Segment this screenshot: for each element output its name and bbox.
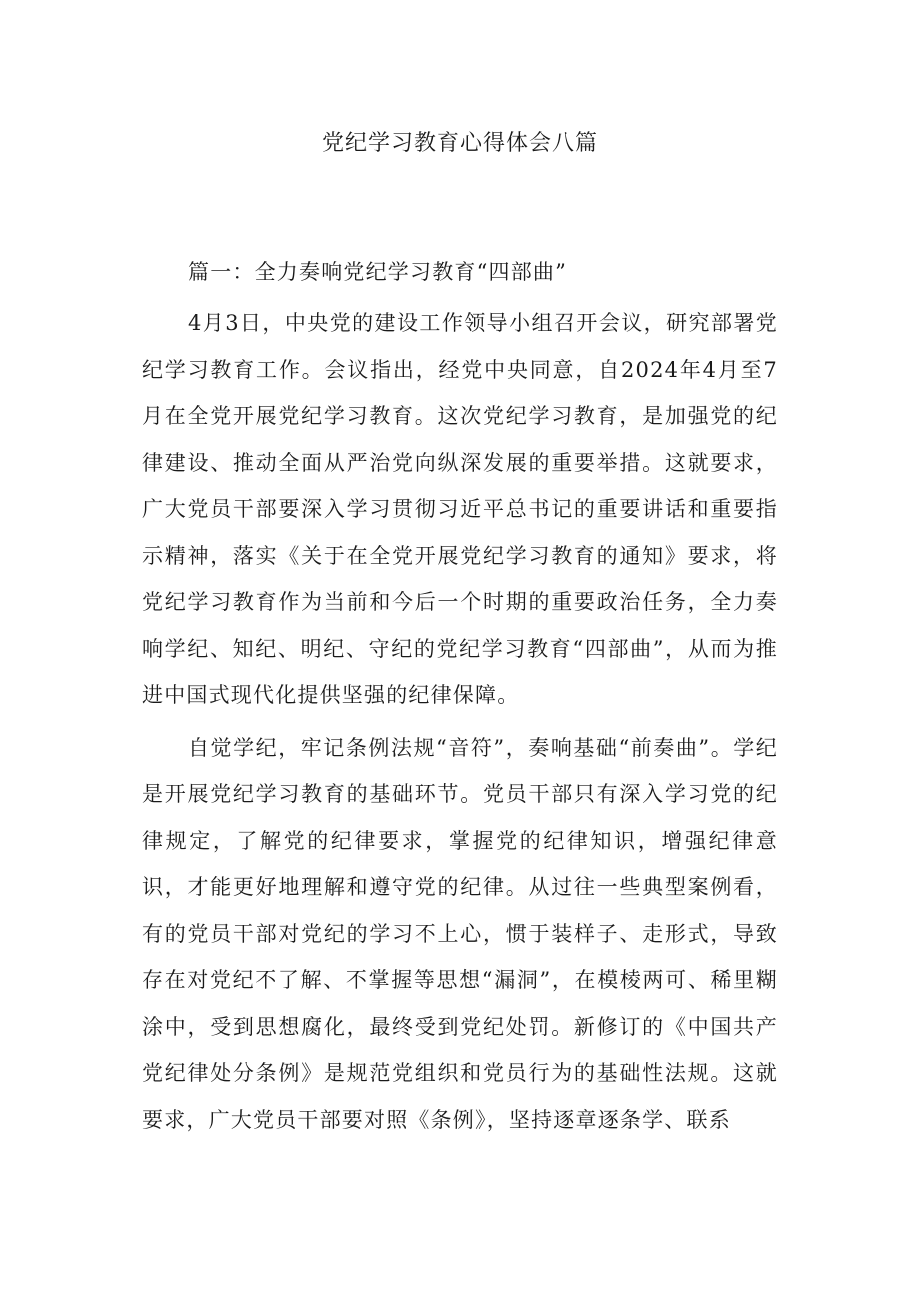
document-body — [142, 246, 778, 1143]
document-title: 党纪学习教育心得体会八篇 — [321, 131, 598, 156]
section-heading: 篇一：全力奏响党纪学习教育“四部曲” — [188, 260, 568, 284]
paragraph-2: 自觉学纪，牢记条例法规“音符”，奏响基础“前奏曲”。学纪是开展党纪学习教育的基础环节。党员干部只有深入学习党的纪律规定，了解党的纪律要求，掌握党的纪律知识，增强纪律意识，才能更好地理解和遵守党的纪律。从过往一些典型案例看，有的党员干部对党纪的学习不上心，惯于装样子、走形式，导致存在对党纪不了解、不掌握等思想“漏洞”，在模棱两可、稀里糊涂中，受到思想腐化，最终受到党纪处罚。新修订的《中国共产党纪律处分条例》是规范党组织和党员行为的基础性法规。这就要求，广大党员干部要对照《条例》，坚持逐章逐条学、联系 — [142, 735, 778, 1132]
paragraph-1: 4月3日，中央党的建设工作领导小组召开会议，研究部署党纪学习教育工作。会议指出，经党中央同意，自2024年4月至7月在全党开展党纪学习教育。这次党纪学习教育，是加强党的纪律建设、推动全面从严治党向纵深发展的重要举措。这就要求，广大党员干部要深入学习贯彻习近平总书记的重要讲话和重要指示精神，落实《关于在全党开展党纪学习教育的通知》要求，将党纪学习教育作为当前和今后一个时期的重要政治任务，全力奏响学纪、知纪、明纪、守纪的党纪学习教育“四部曲”，从而为推进中国式现代化提供坚强的纪律保障。 — [142, 311, 778, 707]
